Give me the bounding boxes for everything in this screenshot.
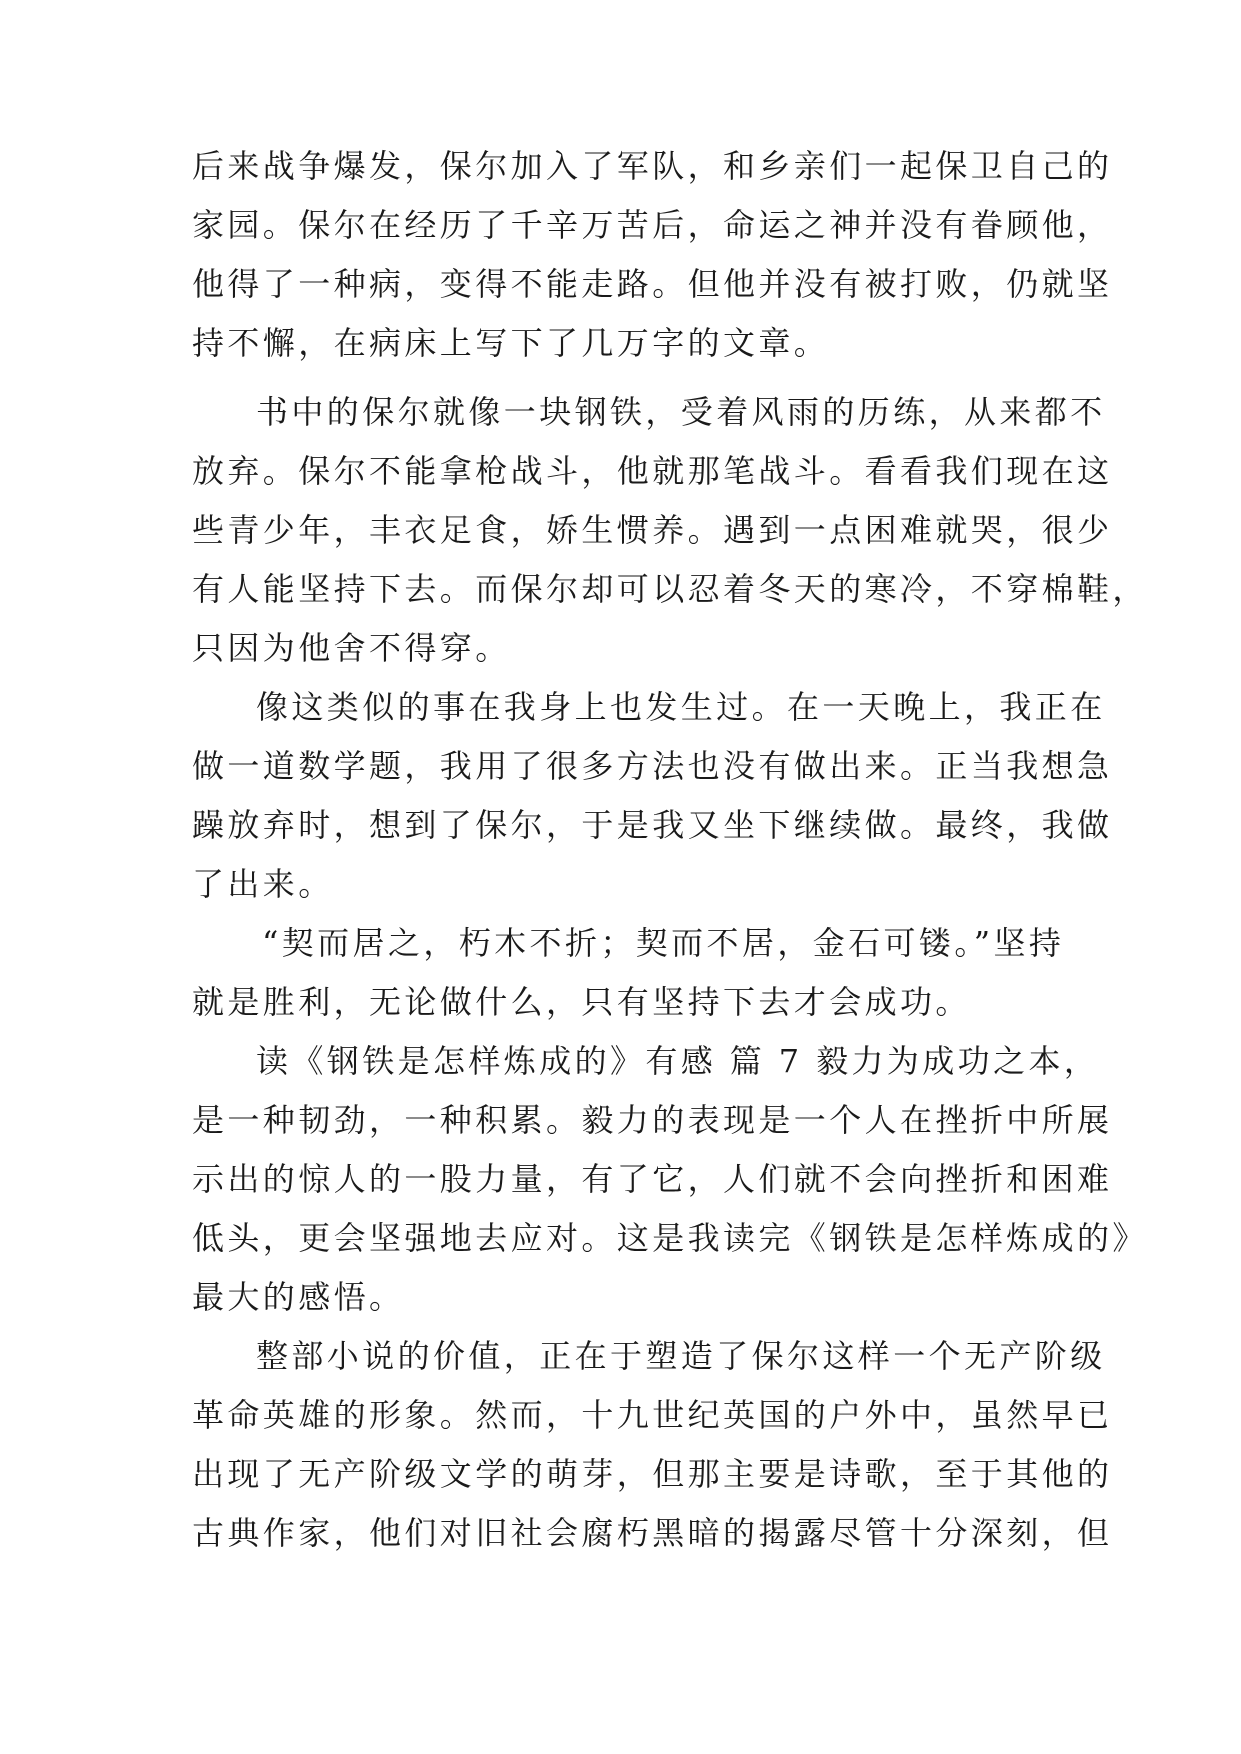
text-line: 低头，更会坚强地去应对。这是我读完《钢铁是怎样炼成的》 (192, 1219, 1148, 1257)
text-line: 只因为他舍不得穿。 (192, 629, 511, 667)
text-line: 躁放弃时，想到了保尔，于是我又坐下继续做。最终，我做 (192, 806, 1113, 844)
text-line: 些青少年，丰衣足食，娇生惯养。遇到一点困难就哭，很少 (192, 511, 1113, 549)
text-line: 就是胜利，无论做什么，只有坚持下去才会成功。 (192, 983, 971, 1021)
text-line: 持不懈，在病床上写下了几万字的文章。 (192, 324, 830, 362)
text-line: 有人能坚持下去。而保尔却可以忍着冬天的寒冷，不穿棉鞋， (192, 570, 1148, 608)
text-line: 古典作家，他们对旧社会腐朽黑暗的揭露尽管十分深刻，但 (192, 1514, 1113, 1552)
text-line: 放弃。保尔不能拿枪战斗，他就那笔战斗。看看我们现在这 (192, 452, 1113, 490)
text-line: 他得了一种病，变得不能走路。但他并没有被打败，仍就坚 (192, 265, 1113, 303)
text-line: 示出的惊人的一股力量，有了它，人们就不会向挫折和困难 (192, 1160, 1113, 1198)
text-line: 整部小说的价值，正在于塑造了保尔这样一个无产阶级 (256, 1337, 1106, 1375)
text-line: 书中的保尔就像一块钢铁，受着风雨的历练，从来都不 (256, 393, 1106, 431)
text-line: 后来战争爆发，保尔加入了军队，和乡亲们一起保卫自己的 (192, 147, 1113, 185)
text-line: “契而居之，朽木不折；契而不居，金石可镂。”坚持 (262, 924, 1065, 962)
text-line: 是一种韧劲，一种积累。毅力的表现是一个人在挫折中所展 (192, 1101, 1113, 1139)
text-line: 家园。保尔在经历了千辛万苦后，命运之神并没有眷顾他， (192, 206, 1113, 244)
text-line: 了出来。 (192, 865, 334, 903)
text-line: 革命英雄的形象。然而，十九世纪英国的户外中，虽然早已 (192, 1396, 1113, 1434)
text-line: 最大的感悟。 (192, 1278, 405, 1316)
text-line: 做一道数学题，我用了很多方法也没有做出来。正当我想急 (192, 747, 1113, 785)
text-line: 出现了无产阶级文学的萌芽，但那主要是诗歌，至于其他的 (192, 1455, 1113, 1493)
text-line: 像这类似的事在我身上也发生过。在一天晚上，我正在 (256, 688, 1106, 726)
text-line: 读《钢铁是怎样炼成的》有感 篇 7 毅力为成功之本， (256, 1042, 1100, 1080)
